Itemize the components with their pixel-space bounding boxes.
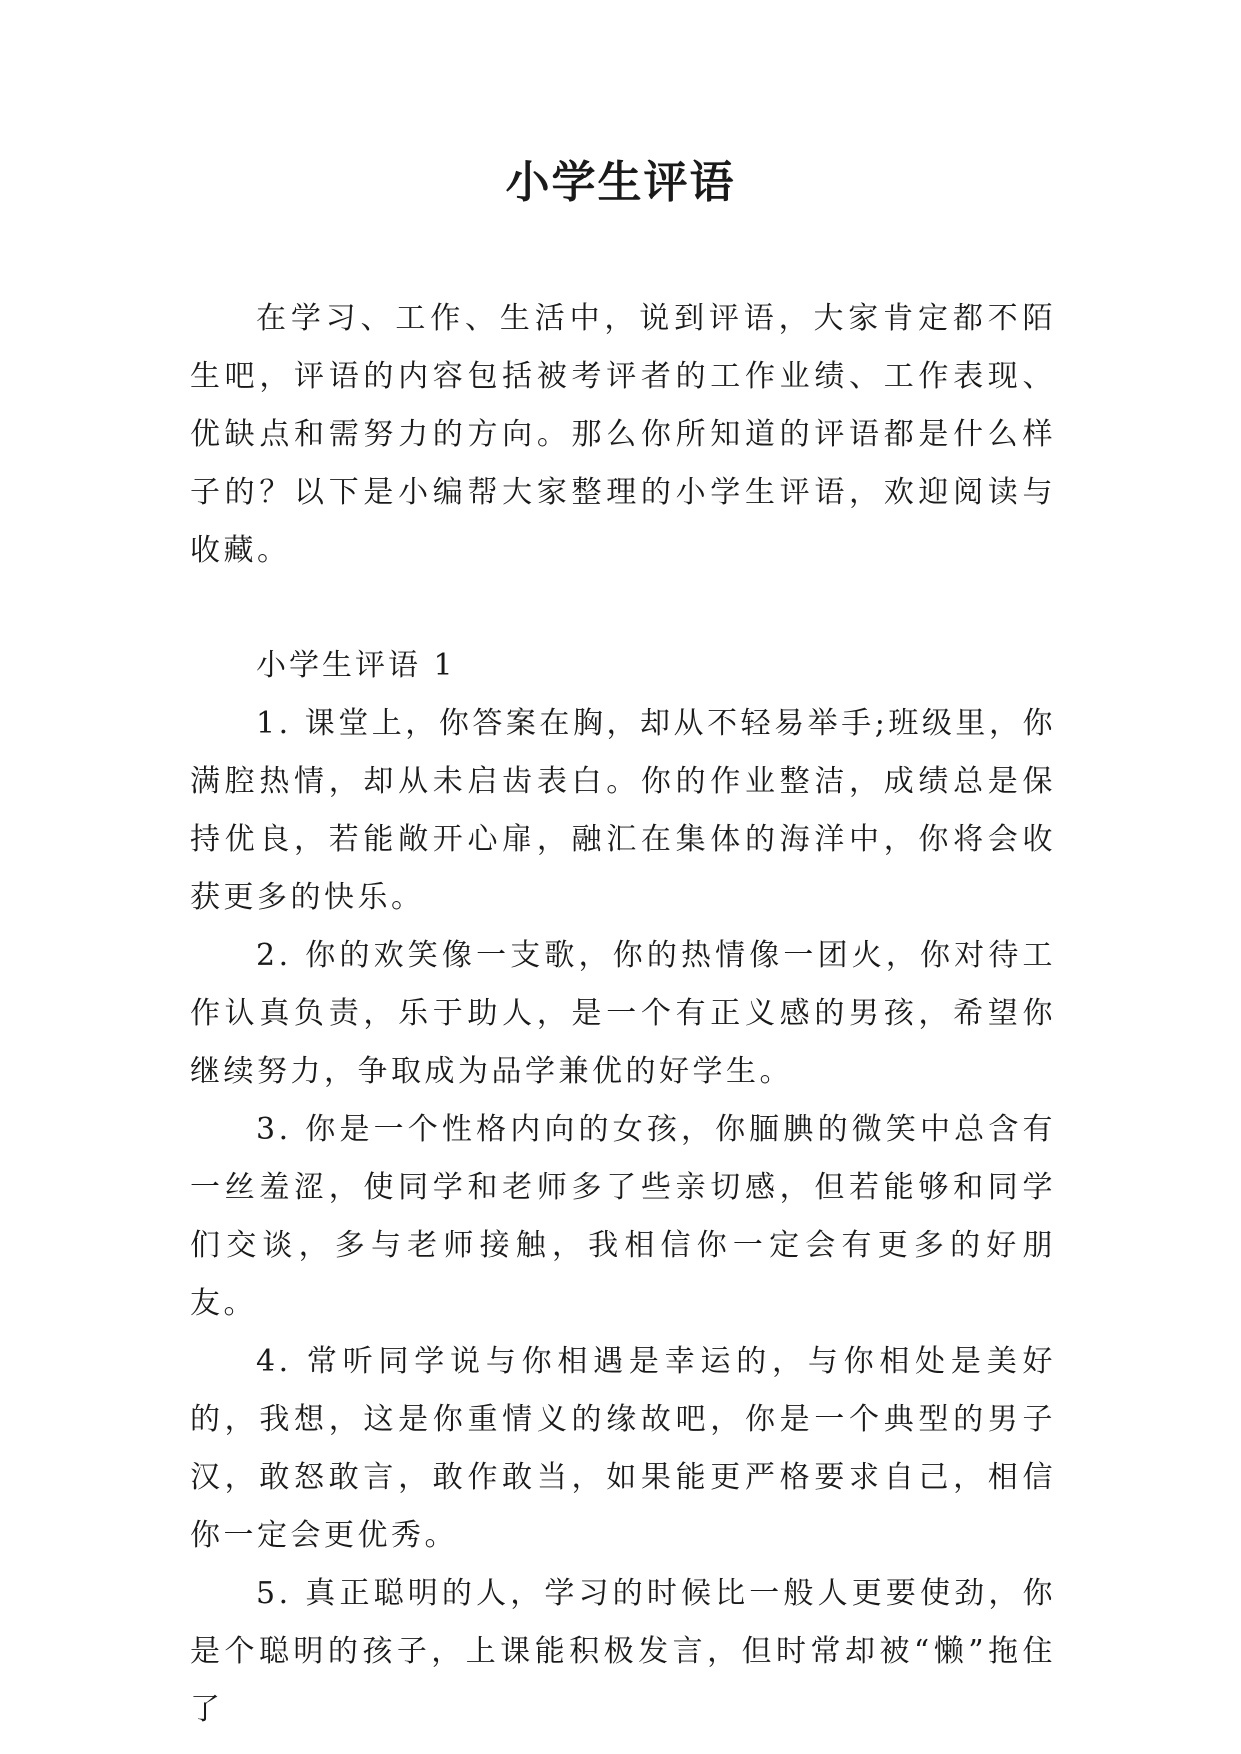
- document-body: [190, 290, 1056, 1739]
- comment-item-3: 3. 你是一个性格内向的女孩，你腼腆的微笑中总含有一丝羞涩，使同学和老师多了些亲切感，但若能够和同学们交谈，多与老师接触，我相信你一定会有更多的好朋友。: [190, 1112, 1056, 1321]
- comment-item-2: 2. 你的欢笑像一支歌，你的热情像一团火，你对待工作认真负责，乐于助人，是一个有正义感的男孩，希望你继续努力，争取成为品学兼优的好学生。: [190, 938, 1056, 1089]
- section-heading: 小学生评语 1: [256, 648, 456, 683]
- comment-item-1: 1. 课堂上，你答案在胸，却从不轻易举手;班级里，你满腔热情，却从未启齿表白。你的作业整洁，成绩总是保持优良，若能敞开心扉，融汇在集体的海洋中，你将会收获更多的快乐。: [190, 706, 1056, 915]
- page-title: 小学生评语: [505, 157, 736, 208]
- comment-item-4: 4. 常听同学说与你相遇是幸运的，与你相处是美好的，我想，这是你重情义的缘故吧，你是一个典型的男子汉，敢怒敢言，敢作敢当，如果能更严格要求自己，相信你一定会更优秀。: [190, 1344, 1056, 1553]
- comment-item-5: 5. 真正聪明的人，学习的时候比一般人更要使劲，你是个聪明的孩子，上课能积极发言，但时常却被“懒”拖住了: [190, 1576, 1056, 1727]
- intro-paragraph: 在学习、工作、生活中，说到评语，大家肯定都不陌生吧，评语的内容包括被考评者的工作业绩、工作表现、优缺点和需努力的方向。那么你所知道的评语都是什么样子的？以下是小编帮大家整理的小学生评语，欢迎阅读与收藏。: [190, 301, 1056, 568]
